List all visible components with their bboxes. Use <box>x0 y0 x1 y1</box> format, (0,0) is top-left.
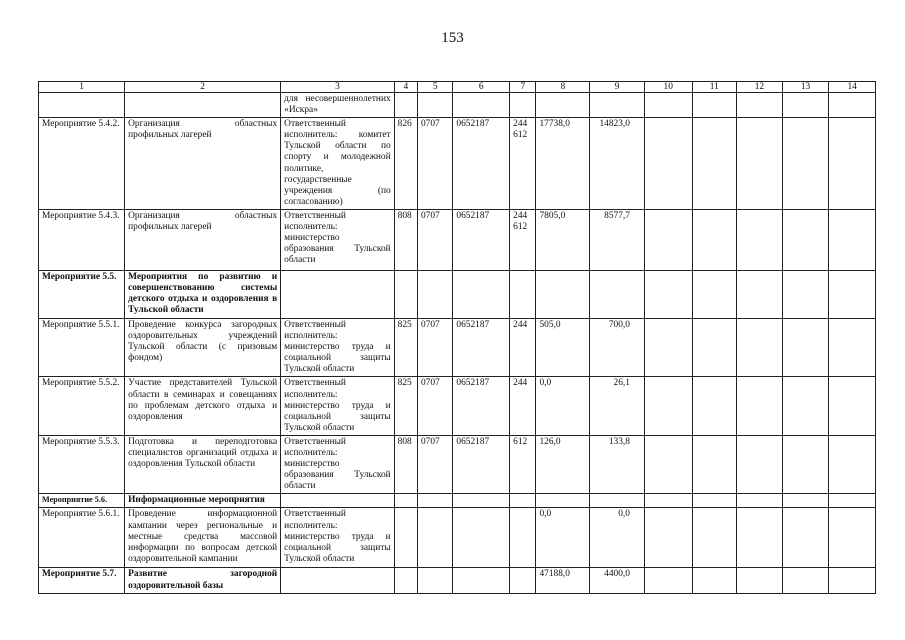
empty-cell <box>782 435 829 493</box>
header-row <box>39 82 876 93</box>
target-cell: 0652187 <box>453 318 510 376</box>
executor-cell: Ответственный исполнитель: министерство труда и социальной защиты Тульской области <box>281 508 394 568</box>
empty-cell <box>692 93 737 118</box>
measure-id-cell: Мероприятие 5.5. <box>39 270 125 318</box>
measure-name-cell: Участие представителей Тульской области в семинарах и совещаниях по проблемам детского отдыха и оздоровления <box>125 377 281 435</box>
target-cell <box>453 270 510 318</box>
empty-cell <box>737 118 783 210</box>
section-cell: 0707 <box>417 377 452 435</box>
empty-cell <box>692 494 737 508</box>
empty-cell <box>782 508 829 568</box>
empty-cell <box>782 93 829 118</box>
empty-cell <box>782 377 829 435</box>
amount-cell: 47188,0 <box>536 568 590 593</box>
empty-cell <box>782 318 829 376</box>
empty-cell <box>692 508 737 568</box>
column-header: 2 <box>125 82 281 93</box>
executor-cell: Ответственный исполнитель: министерство образования Тульской области <box>281 209 394 270</box>
expense-type-cell: 244 <box>510 318 536 376</box>
amount-cell: 126,0 <box>536 435 590 493</box>
table-row <box>39 494 876 508</box>
expense-type-cell: 244 612 <box>510 118 536 210</box>
section-cell <box>417 494 452 508</box>
executor-cell <box>281 270 394 318</box>
empty-cell <box>829 435 876 493</box>
column-header: 8 <box>536 82 590 93</box>
program-table <box>38 81 876 594</box>
section-cell <box>417 93 452 118</box>
measure-id-cell: Мероприятие 5.5.3. <box>39 435 125 493</box>
empty-cell <box>692 270 737 318</box>
empty-cell <box>737 270 783 318</box>
empty-cell <box>644 435 692 493</box>
measure-id-cell: Мероприятие 5.7. <box>39 568 125 593</box>
section-cell: 0707 <box>417 209 452 270</box>
empty-cell <box>737 508 783 568</box>
amount-cell: 0,0 <box>536 377 590 435</box>
empty-cell <box>829 118 876 210</box>
empty-cell <box>644 568 692 593</box>
column-header: 1 <box>39 82 125 93</box>
empty-cell <box>737 568 783 593</box>
section-cell <box>417 508 452 568</box>
code-cell <box>394 508 417 568</box>
empty-cell <box>737 494 783 508</box>
column-header: 4 <box>394 82 417 93</box>
section-cell: 0707 <box>417 118 452 210</box>
column-header: 9 <box>590 82 645 93</box>
amount-cell: 8577,7 <box>590 209 645 270</box>
target-cell: 0652187 <box>453 377 510 435</box>
amount-cell: 7805,0 <box>536 209 590 270</box>
empty-cell <box>692 209 737 270</box>
empty-cell <box>829 209 876 270</box>
empty-cell <box>644 508 692 568</box>
expense-type-cell: 612 <box>510 435 536 493</box>
empty-cell <box>782 270 829 318</box>
section-cell: 0707 <box>417 318 452 376</box>
table-row <box>39 318 876 376</box>
column-header: 14 <box>829 82 876 93</box>
measure-id-cell: Мероприятие 5.6. <box>39 494 125 508</box>
table-row <box>39 377 876 435</box>
table-row <box>39 508 876 568</box>
measure-name-cell: Мероприятия по развитию и совершенствованию системы детского отдыха и оздоровления в Тульской области <box>125 270 281 318</box>
empty-cell <box>829 494 876 508</box>
amount-cell <box>590 93 645 118</box>
empty-cell <box>644 494 692 508</box>
section-cell: 0707 <box>417 435 452 493</box>
measure-name-cell: Проведение конкурса загородных оздоровительных учреждений Тульской области (с призовым фондом) <box>125 318 281 376</box>
amount-cell: 17738,0 <box>536 118 590 210</box>
empty-cell <box>692 568 737 593</box>
empty-cell <box>644 270 692 318</box>
amount-cell <box>590 494 645 508</box>
amount-cell: 700,0 <box>590 318 645 376</box>
code-cell: 825 <box>394 318 417 376</box>
empty-cell <box>782 118 829 210</box>
amount-cell: 0,0 <box>590 508 645 568</box>
empty-cell <box>644 318 692 376</box>
measure-id-cell: Мероприятие 5.5.2. <box>39 377 125 435</box>
column-header: 13 <box>782 82 829 93</box>
executor-cell: Ответственный исполнитель: министерство труда и социальной защиты Тульской области <box>281 318 394 376</box>
empty-cell <box>692 118 737 210</box>
amount-cell: 505,0 <box>536 318 590 376</box>
measure-name-cell <box>125 93 281 118</box>
amount-cell: 14823,0 <box>590 118 645 210</box>
code-cell: 826 <box>394 118 417 210</box>
empty-cell <box>737 318 783 376</box>
executor-cell: для несовершеннолетних «Искра» <box>281 93 394 118</box>
column-header: 3 <box>281 82 394 93</box>
column-header: 11 <box>692 82 737 93</box>
executor-cell <box>281 494 394 508</box>
measure-id-cell <box>39 93 125 118</box>
table-row <box>39 568 876 593</box>
expense-type-cell: 244 <box>510 377 536 435</box>
section-cell <box>417 270 452 318</box>
table-row <box>39 270 876 318</box>
target-cell: 0652187 <box>453 209 510 270</box>
measure-name-cell: Организация областных профильных лагерей <box>125 209 281 270</box>
column-header: 7 <box>510 82 536 93</box>
code-cell: 808 <box>394 209 417 270</box>
empty-cell <box>644 93 692 118</box>
executor-cell: Ответственный исполнитель: комитет Тульской области по спорту и молодежной политике, государственные учреждения (по согласованию) <box>281 118 394 210</box>
target-cell: 0652187 <box>453 435 510 493</box>
column-header: 12 <box>737 82 783 93</box>
measure-name-cell: Организация областных профильных лагерей <box>125 118 281 210</box>
table-body <box>39 93 876 594</box>
measure-id-cell: Мероприятие 5.4.3. <box>39 209 125 270</box>
section-cell <box>417 568 452 593</box>
empty-cell <box>692 435 737 493</box>
amount-cell: 0,0 <box>536 508 590 568</box>
executor-cell <box>281 568 394 593</box>
column-header: 10 <box>644 82 692 93</box>
expense-type-cell <box>510 508 536 568</box>
code-cell <box>394 270 417 318</box>
amount-cell <box>590 270 645 318</box>
target-cell <box>453 494 510 508</box>
table-row <box>39 435 876 493</box>
expense-type-cell <box>510 568 536 593</box>
amount-cell: 133,8 <box>590 435 645 493</box>
target-cell <box>453 568 510 593</box>
empty-cell <box>782 494 829 508</box>
empty-cell <box>829 377 876 435</box>
empty-cell <box>782 568 829 593</box>
column-header: 5 <box>417 82 452 93</box>
amount-cell <box>536 93 590 118</box>
empty-cell <box>644 209 692 270</box>
empty-cell <box>737 209 783 270</box>
empty-cell <box>692 318 737 376</box>
code-cell: 808 <box>394 435 417 493</box>
executor-cell: Ответственный исполнитель: министерство образования Тульской области <box>281 435 394 493</box>
empty-cell <box>829 270 876 318</box>
amount-cell: 4400,0 <box>590 568 645 593</box>
measure-name-cell: Подготовка и переподготовка специалистов организаций отдыха и оздоровления Тульской области <box>125 435 281 493</box>
expense-type-cell <box>510 494 536 508</box>
empty-cell <box>737 435 783 493</box>
table-row <box>39 118 876 210</box>
page-number: 153 <box>441 30 464 46</box>
amount-cell <box>536 494 590 508</box>
table-row <box>39 209 876 270</box>
executor-cell: Ответственный исполнитель: министерство труда и социальной защиты Тульской области <box>281 377 394 435</box>
code-cell: 825 <box>394 377 417 435</box>
amount-cell <box>536 270 590 318</box>
target-cell <box>453 93 510 118</box>
expense-type-cell <box>510 270 536 318</box>
target-cell: 0652187 <box>453 118 510 210</box>
empty-cell <box>829 93 876 118</box>
amount-cell: 26,1 <box>590 377 645 435</box>
measure-name-cell: Проведение информационной кампании через региональные и местные средства массовой информации по вопросам детской оздоровительной кампании <box>125 508 281 568</box>
table-row <box>39 93 876 118</box>
empty-cell <box>644 377 692 435</box>
measure-id-cell: Мероприятие 5.6.1. <box>39 508 125 568</box>
code-cell <box>394 93 417 118</box>
expense-type-cell: 244 612 <box>510 209 536 270</box>
column-header: 6 <box>453 82 510 93</box>
empty-cell <box>829 508 876 568</box>
measure-id-cell: Мероприятие 5.5.1. <box>39 318 125 376</box>
measure-id-cell: Мероприятие 5.4.2. <box>39 118 125 210</box>
empty-cell <box>782 209 829 270</box>
measure-name-cell: Развитие загородной оздоровительной базы <box>125 568 281 593</box>
target-cell <box>453 508 510 568</box>
expense-type-cell <box>510 93 536 118</box>
code-cell <box>394 568 417 593</box>
empty-cell <box>644 118 692 210</box>
empty-cell <box>737 377 783 435</box>
empty-cell <box>737 93 783 118</box>
code-cell <box>394 494 417 508</box>
empty-cell <box>692 377 737 435</box>
empty-cell <box>829 318 876 376</box>
empty-cell <box>829 568 876 593</box>
measure-name-cell: Информационные мероприятия <box>125 494 281 508</box>
